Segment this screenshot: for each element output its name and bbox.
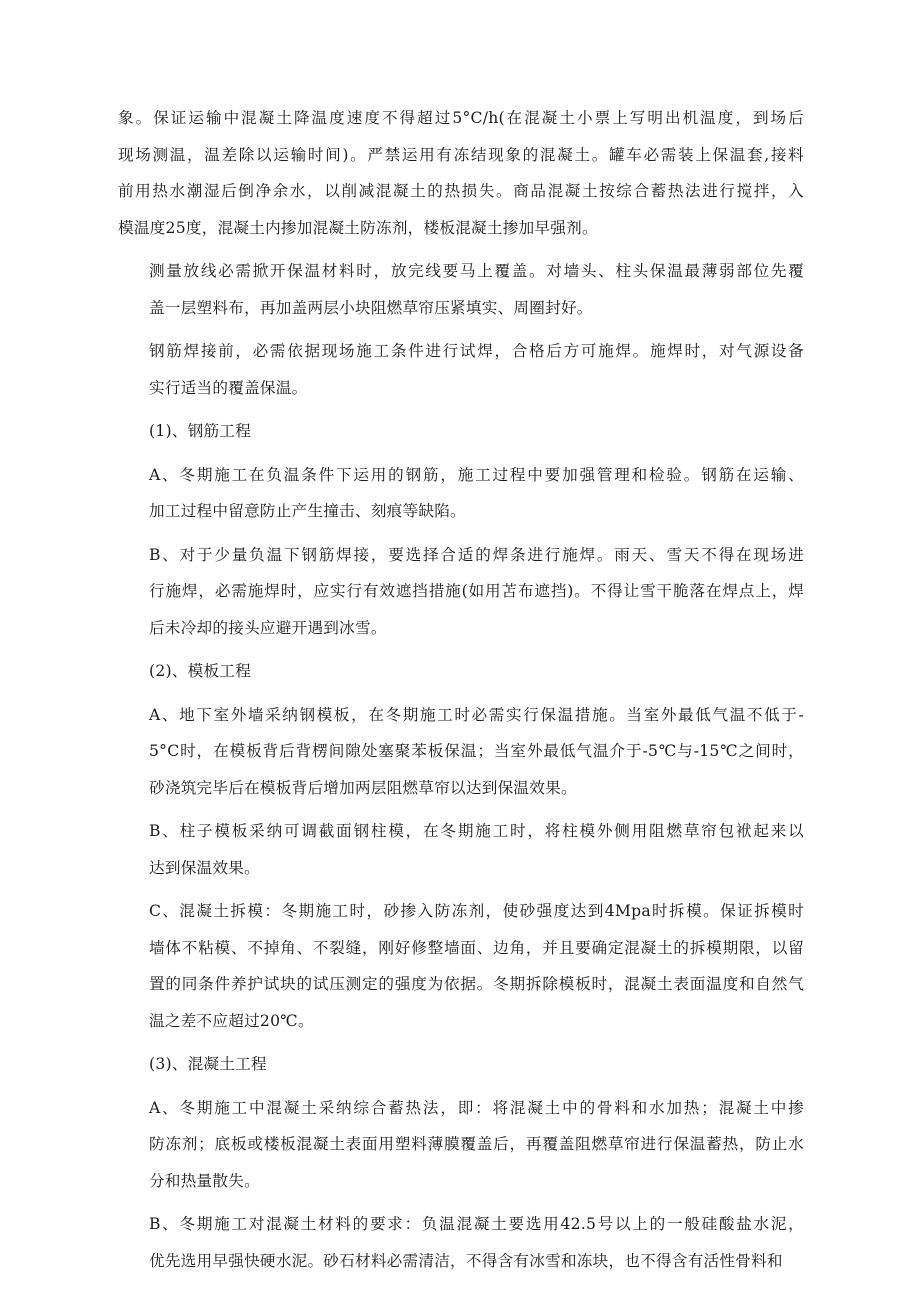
section-heading (118, 1046, 804, 1083)
body-paragraph (118, 893, 804, 1039)
body-paragraph (118, 333, 804, 406)
text-line: 防冻剂；底板或楼板混凝土表面用塑料薄膜覆盖后，再覆盖阻燃草帘进行保温蓄热，防止水 (149, 1135, 804, 1153)
text-line: A、地下室外墙采纳钢模板，在冬期施工时必需实行保温措施。当室外最低气温不低于- (149, 705, 804, 724)
text-line: 分和热量散失。 (149, 1171, 260, 1190)
text-line: 现场测温，温差除以运输时间)。严禁运用有冻结现象的混凝土。罐车必需装上保温套,接料 (118, 145, 804, 164)
body-paragraph (118, 1090, 804, 1200)
text-line: B、柱子模板采纳可调截面钢柱模，在冬期施工时，将柱模外侧用阻燃草帘包袱起来以 (149, 822, 804, 840)
text-line: 墙体不粘模、不掉角、不裂缝，刚好修整墙面、边角，并且要确定混凝土的拆模期限，以留 (149, 938, 804, 957)
text-line: 温之差不应超过20℃。 (149, 1011, 314, 1030)
text-line: 5°C时，在模板背后背楞间隙处塞聚苯板保温；当室外最低气温介于-5℃与-15℃之间时， (149, 742, 804, 760)
text-line: B、冬期施工对混凝土材料的要求：负温混凝土要选用42.5号以上的一般硅酸盐水泥， (149, 1215, 804, 1233)
text-line: C、混凝土拆模：冬期施工时，砂掺入防冻剂，使砂强度达到4Mpa时拆模。保证拆模时 (149, 902, 804, 920)
body-paragraph (118, 813, 804, 886)
body-paragraph (118, 457, 804, 530)
body-paragraph (118, 253, 804, 326)
text-line: (1)、钢筋工程 (149, 422, 252, 440)
text-line: 钢筋焊接前，必需依据现场施工条件进行试焊，合格后方可施焊。施焊时，对气源设备 (149, 342, 804, 360)
text-line: 模温度25度，混凝土内掺加混凝土防冻剂，楼板混凝土掺加早强剂。 (118, 218, 598, 237)
text-line: 测量放线必需掀开保温材料时，放完线要马上覆盖。对墙头、柱头保温最薄弱部位先覆 (149, 262, 804, 280)
body-paragraph (118, 100, 804, 246)
text-line: 加工过程中留意防止产生撞击、刻痕等缺陷。 (149, 502, 466, 520)
text-line: 后未冷却的接头应避开遇到冰雪。 (149, 618, 387, 637)
text-line: 实行适当的覆盖保温。 (149, 378, 308, 397)
text-line: 置的同条件养护试块的试压测定的强度为依据。冬期拆除模板时，混凝土表面温度和自然气 (149, 975, 804, 993)
text-line: 达到保温效果。 (149, 858, 260, 877)
text-line: 优先选用早强快硬水泥。砂石材料必需清洁，不得含有冰雪和冻块，也不得含有活性骨料和 (149, 1251, 783, 1270)
text-line: (3)、混凝土工程 (149, 1055, 267, 1073)
text-line: (2)、模板工程 (149, 662, 252, 680)
text-line: 前用热水潮湿后倒净余水，以削减混凝土的热损失。商品混凝土按综合蓄热法进行搅拌，入 (118, 182, 804, 200)
text-line: 砂浇筑完毕后在模板背后增加两层阻燃草帘以达到保温效果。 (149, 778, 577, 797)
section-heading (118, 413, 804, 450)
text-line: A、冬期施工在负温条件下运用的钢筋，施工过程中要加强管理和检验。钢筋在运输、 (149, 465, 804, 484)
text-line: A、冬期施工中混凝土采纳综合蓄热法，即：将混凝土中的骨料和水加热；混凝土中掺 (149, 1098, 804, 1117)
body-paragraph (118, 697, 804, 807)
text-line: 盖一层塑料布，再加盖两层小块阻燃草帘压紧填实、周圈封好。 (149, 298, 593, 317)
text-line: 行施焊，必需施焊时，应实行有效遮挡措施(如用苫布遮挡)。不得让雪干脆落在焊点上，焊 (149, 582, 804, 600)
section-heading (118, 653, 804, 690)
text-line: 象。保证运输中混凝土降温度速度不得超过5°C/h(在混凝土小票上写明出机温度，到场后 (118, 109, 804, 127)
body-paragraph (118, 1206, 804, 1279)
body-paragraph (118, 537, 804, 647)
text-line: B、对于少量负温下钢筋焊接，要选择合适的焊条进行施焊。雨天、雪天不得在现场进 (149, 545, 804, 564)
document-page (118, 100, 804, 1286)
